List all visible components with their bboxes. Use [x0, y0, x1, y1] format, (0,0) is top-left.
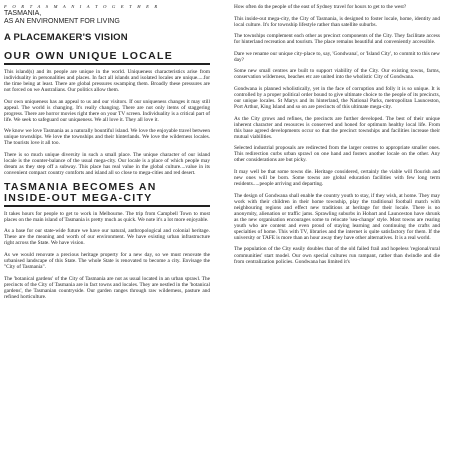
kicker-text: F O R T A S M A N I A T O G E T H E R [4, 4, 160, 9]
paragraph: Dare we rename our unique city-place to, say, 'Gondwana', or 'Island City', to commit to this new day? [234, 50, 440, 63]
left-column [4, 4, 210, 305]
section-heading-unique-locale [4, 51, 210, 65]
paragraph: The design of Gondwana shall enable the country youth to stay, if they wish, at home. They may work with their children in their home township, play the traditional football match with neighbouring regions and effect new traditions at heritage for their locale. There is no anonymity, alienation or traffic jams. Sprawling suburbs in Hobart and Launceston have shrunk as the new organisation encourages some to relocate 'sea-change' style. Most towns are rearing youth who are content and even proud of staying learning and continuing the crafts and specialties of home. This with TV, libraries and the internet is quite satisfactory for them. If the university or TAFE is more than an hour away they have other alternatives. It is a real world. [234, 192, 440, 241]
section-heading-mega-city [4, 182, 210, 207]
paragraph: It takes hours for people to get to work in Melbourne. The trip from Campbell Town to most places on the main island of Tasmania is pretty much as quick. We note it's a lot more enjoyable. [4, 210, 210, 223]
paragraph: We know we love Tasmania as a naturally bountiful island. We love the enjoyable travel between unique townships. We love the townships and their hinterlands. We love the wilderness locales. The tourists love it all too. [4, 128, 210, 147]
right-column [234, 4, 440, 270]
section-title-line-1: TASMANIA BECOMES AN [4, 180, 157, 193]
subtitle-line-2: AS AN ENVIRONMENT FOR LIVING [4, 18, 120, 25]
paragraph: It may well be that some towns die. Heritage considered, certainly the viable will flourish and new ones will be born. Some towns are global education facilities with few long term residents.....people arriving and departing. [234, 168, 440, 188]
paragraph: There is so much unique diversity in such a small place. The unique character of our island locale is the counter-balance of the usual mega-city. Our locale is a place of which people may dream as they step off a subway. This place has real value in the global culture....value in its convenient compact country comforts and island all so close to mega-cities and red desert. [4, 152, 210, 177]
paragraph: As a base for our state-wide future we have our natural, anthropological and colonial heritage. These are the meaning and worth of our environment. We have existing urban infrastructure right across the State. We have vision. [4, 228, 210, 247]
section-title-line-2: INSIDE-OUT MEGA-CITY [4, 191, 153, 204]
paragraph: As we would renovate a precious heritage property for a new day, so we must renovate the urbanised landscape of this State. The whole State is renovated to become a city. Envisage the "City of Tasmania". [4, 251, 210, 271]
paragraph: The townships complement each other as precinct components of the City. They facilitate access for hinterland recreation and tourism. The place remains beautiful and conveniently accessible. [234, 33, 440, 46]
paragraph: Gondwana is planned wholistically, yet in the face of corruption and folly it is so unique. It is controlled by a proper political order bound to give ultimate choice to the people of its precincts, our unique locales. St Marys and its hinterland, the National Parks, metropolitan Launceston, Port Arthur, King Island and so on are precincts of this ultimate mega-city. [234, 85, 440, 111]
paragraph: Our own uniqueness has an appeal to us and our visitors. If our uniqueness changes it may still appeal. The world is changing. It's really changing. There are not only items of staggering progress. There are horror movies right there on your TV screen. Individuality is a critical part of life. We seek to safeguard our uniqueness. We all love it. They all love it. [4, 98, 210, 123]
paragraph: The 'botanical gardens' of the City of Tasmania are not as usual located in an urban sprawl. The precincts of the City of Tasmania are in fact towns and locales. They are nestled in the 'botanical gardens', the Tasmanian countryside. Our garden ranges through raw wilderness, pasture and refined horticulture. [4, 275, 210, 300]
vision-heading: A PLACEMAKER'S VISION [4, 32, 128, 43]
paragraph: The population of the City easily doubles that of the old failed frail and hopeless 'regional/rural communities' start model. Our own special cultures run rampant, rather than dwindle and die from centralization policies. Gondwana has limited it's [234, 246, 440, 265]
heading-underline [4, 63, 210, 65]
paragraph: Selected industrial proposals are redirected from the larger centres to appropriate smaller ones. This redirection curbs urban sprawl on one hand and fosters another locale on the other. Any other considerations are but picky. [234, 145, 440, 164]
paragraph: How often do the people of the east of Sydney travel for hours to get to the west? [234, 4, 407, 10]
paragraph: This inside-out mega-city, the City of Tasmania, is designed to foster locale, home, identity and local culture. It's for township lifestyle rather than satellite suburbs. [234, 15, 440, 28]
paragraph: Some new small centres are built to support viability of the City. Our existing towns, farms, conservation wilderness, beaches etc are united into the wholistic City of Gondwana. [234, 68, 440, 81]
heading-underline [4, 205, 210, 207]
subtitle-line-1: TASMANIA, [4, 10, 42, 17]
section-title: OUR OWN UNIQUE LOCALE [4, 50, 174, 62]
paragraph: This island(s) and its people are unique in the world. Uniqueness characteristics arise from individuality in personalities and places. In fact all islands and isolated locales are unique.....for the time being at least. There are global pressures swamping them. Broadly these pressures are not forced on we Australians. Our politics allow them. [4, 69, 210, 94]
paragraph: As the City grows and refines, the precincts are further developed. The best of their unique inherent character and resources is conserved and honed for optimum healthy local life. From this base agreed developments occur so that the precinct townships and facilities increase their mutual viabilities. [234, 115, 440, 140]
